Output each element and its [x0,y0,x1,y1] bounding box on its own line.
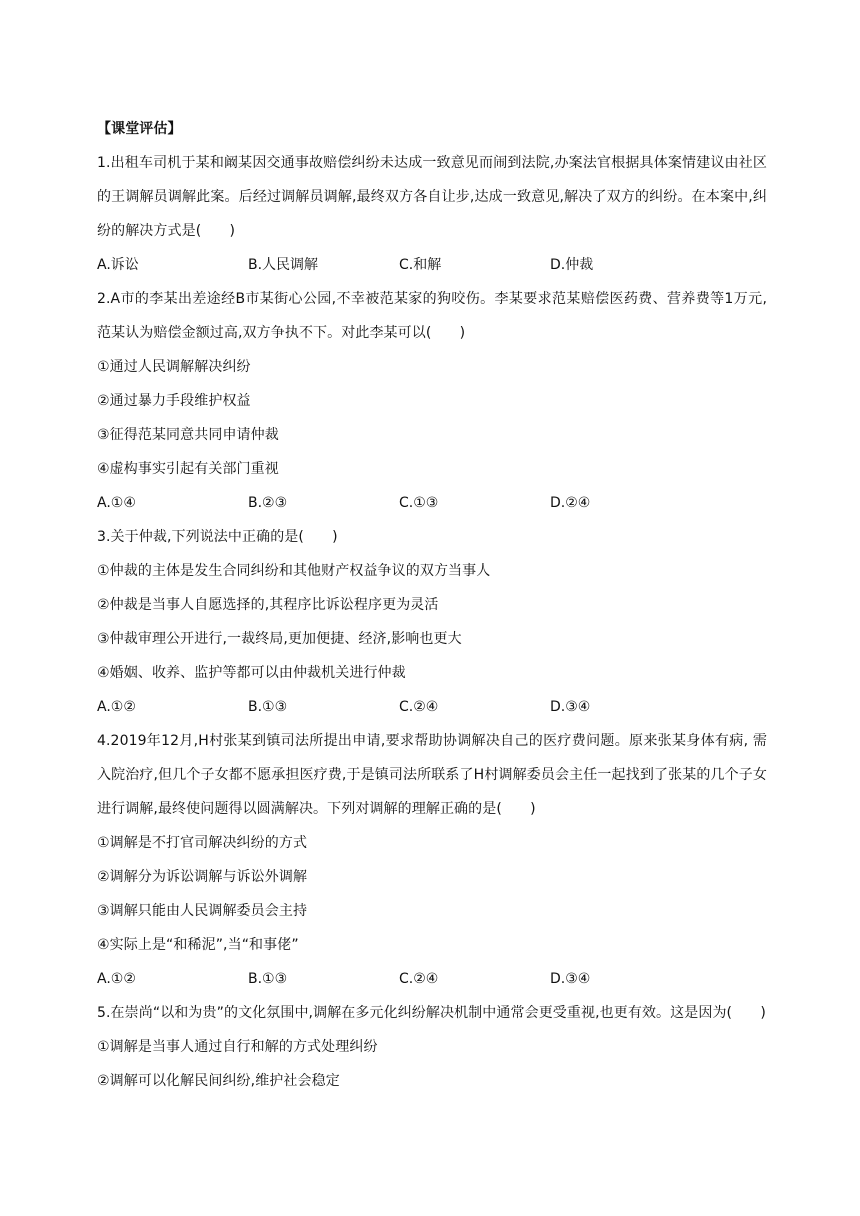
statement-item: ②仲裁是当事人自愿选择的,其程序比诉讼程序更为灵活 [97,597,439,613]
option-c: C.②④ [399,699,439,715]
statement-item: ①调解是不打官司解决纠纷的方式 [97,835,308,851]
answer-options [97,962,767,996]
option-d: D.③④ [550,699,591,715]
answer-options [97,486,767,520]
statement-item: ④实际上是“和稀泥”,当“和事佬” [97,937,299,953]
statement-item: ②调解分为诉讼调解与诉讼外调解 [97,869,308,885]
option-a: A.①② [97,971,136,987]
option-b: B.人民调解 [248,257,319,273]
question-stem: 5.在崇尚“以和为贵”的文化氛围中,调解在多元化纠纷解决机制中通常会更受重视,也更有效。这是因为( ) [97,1005,766,1021]
document-content [97,112,767,1098]
statement-item: ②调解可以化解民间纠纷,维护社会稳定 [97,1073,340,1089]
question-5 [97,996,767,1098]
question-1 [97,146,767,282]
question-4 [97,724,767,996]
answer-options [97,690,767,724]
question-stem: 3.关于仲裁,下列说法中正确的是( ) [97,529,338,545]
question-3 [97,520,767,724]
option-c: C.②④ [399,971,439,987]
option-a: A.①④ [97,495,136,511]
statement-item: ③征得范某同意共同申请仲裁 [97,427,279,443]
statement-item: ③调解只能由人民调解委员会主持 [97,903,308,919]
answer-options [97,248,767,282]
section-title: 【课堂评估】 [97,121,182,137]
option-b: B.①③ [248,971,288,987]
statement-item: ①调解是当事人通过自行和解的方式处理纠纷 [97,1039,378,1055]
question-stem: 1.出租车司机于某和阚某因交通事故赔偿纠纷未达成一致意见而闹到法院,办案法官根据具体案情建议由社区的王调解员调解此案。后经过调解员调解,最终双方各自让步,达成一致意见,解决了双方的纠纷。在本案中,纠纷的解决方式是( ) [97,155,767,239]
question-2 [97,282,767,520]
option-d: D.②④ [550,495,591,511]
statement-item: ②通过暴力手段维护权益 [97,393,251,409]
option-a: A.诉讼 [97,257,139,273]
option-d: D.仲裁 [550,257,594,273]
option-d: D.③④ [550,971,591,987]
option-c: C.和解 [399,257,442,273]
statement-item: ④婚姻、收养、监护等都可以由仲裁机关进行仲裁 [97,665,406,681]
option-b: B.②③ [248,495,288,511]
question-stem: 2.A市的李某出差途经B市某街心公园,不幸被范某家的狗咬伤。李某要求范某赔偿医药费、营养费等1万元,范某认为赔偿金额过高,双方争执不下。对此李某可以( ) [97,291,767,341]
option-c: C.①③ [399,495,439,511]
statement-item: ①通过人民调解解决纠纷 [97,359,251,375]
statement-item: ④虚构事实引起有关部门重视 [97,461,279,477]
option-b: B.①③ [248,699,288,715]
statement-item: ①仲裁的主体是发生合同纠纷和其他财产权益争议的双方当事人 [97,563,491,579]
statement-item: ③仲裁审理公开进行,一裁终局,更加便捷、经济,影响也更大 [97,631,462,647]
option-a: A.①② [97,699,136,715]
question-stem: 4.2019年12月,H村张某到镇司法所提出申请,要求帮助协调解决自己的医疗费问题。原来张某身体有病, 需入院治疗,但几个子女都不愿承担医疗费,于是镇司法所联系了H村调解委员会主任一起找到了张某的几个子女进行调解,最终使问题得以圆满解决。下列对调解的理解正确的是( ) [97,733,767,817]
